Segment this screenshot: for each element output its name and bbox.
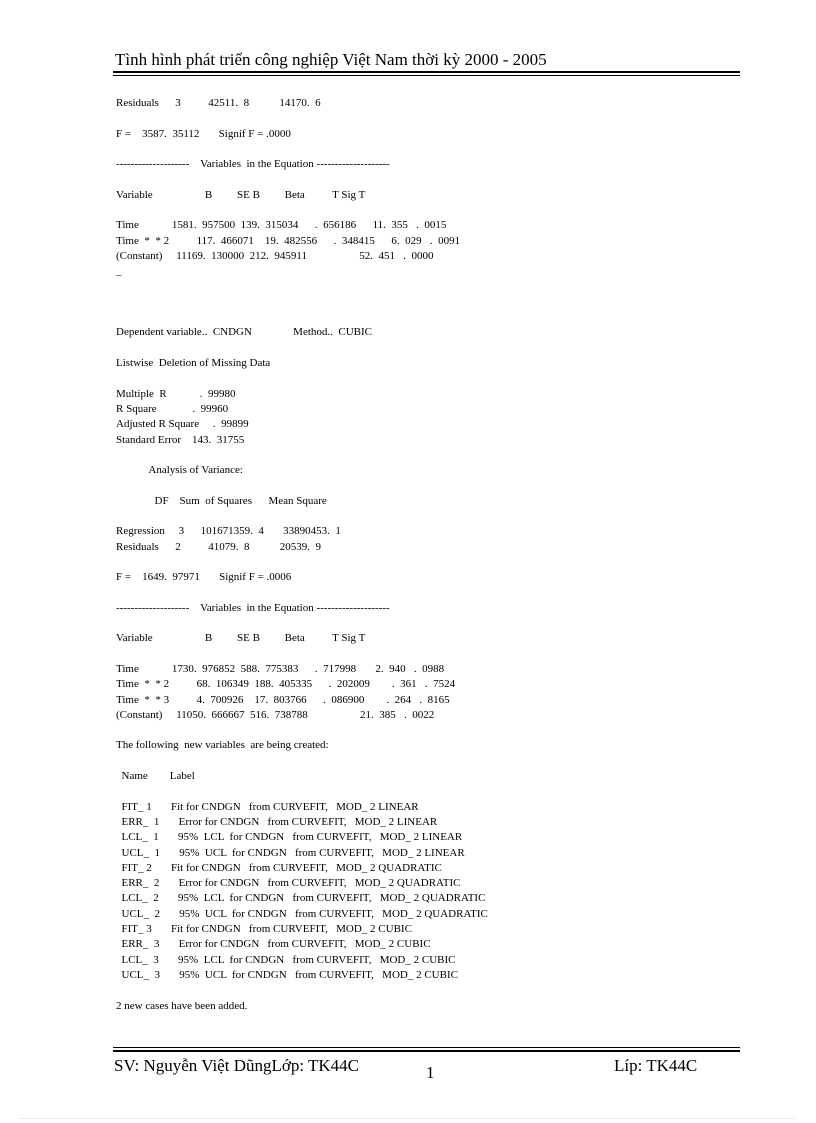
blank-line bbox=[116, 448, 726, 463]
output-line: 2 new cases have been added. bbox=[116, 999, 248, 1012]
blank-line bbox=[116, 509, 726, 524]
output-line: Time * * 2 68. 106349 188. 405335 . 202009 . 361 . 7524 bbox=[116, 678, 456, 691]
blank-line bbox=[116, 310, 726, 325]
output-line: Regression 3 101671359. 4 33890453. 1 bbox=[116, 525, 341, 538]
output-line: Variable B SE B Beta T Sig T bbox=[116, 632, 366, 645]
blank-line bbox=[116, 280, 726, 295]
blank-line bbox=[116, 586, 726, 601]
blank-line bbox=[116, 341, 726, 356]
output-line: LCL_ 3 95% LCL for CNDGN from CURVEFIT, MOD_ 2 CUBIC bbox=[116, 953, 456, 966]
blank-line bbox=[116, 983, 726, 998]
footer-class-info: Líp: TK44C bbox=[614, 1056, 698, 1075]
footer-rule-thick bbox=[113, 1050, 740, 1052]
output-line: ERR_ 1 Error for CNDGN from CURVEFIT, MOD_ 2 LINEAR bbox=[116, 815, 438, 828]
page-bottom-dotted-border bbox=[20, 1118, 796, 1119]
blank-line bbox=[116, 723, 726, 738]
output-line: UCL_ 1 95% UCL for CNDGN from CURVEFIT, MOD_ 2 LINEAR bbox=[116, 846, 465, 859]
blank-line bbox=[116, 478, 726, 493]
output-line: DF Sum of Squares Mean Square bbox=[116, 494, 327, 507]
spss-output-body bbox=[116, 96, 726, 1014]
output-line: (Constant) 11169. 130000 212. 945911 52. 451 . 0000 bbox=[116, 249, 434, 262]
blank-line bbox=[116, 555, 726, 570]
output-line: The following new variables are being created: bbox=[116, 739, 329, 752]
output-line: Standard Error 143. 31755 bbox=[116, 433, 245, 446]
output-line: UCL_ 2 95% UCL for CNDGN from CURVEFIT, MOD_ 2 QUADRATIC bbox=[116, 907, 488, 920]
output-line: _ bbox=[116, 265, 122, 278]
output-line: Time * * 3 4. 700926 17. 803766 . 086900 . 264 . 8165 bbox=[116, 693, 450, 706]
output-line: F = 3587. 35112 Signif F = .0000 bbox=[116, 127, 291, 140]
output-line: Time * * 2 117. 466071 19. 482556 . 348415 6. 029 . 0091 bbox=[116, 234, 461, 247]
page-header-title: Tình hình phát triển công nghiệp Việt Nam thời kỳ 2000 - 2005 bbox=[115, 50, 547, 69]
footer-rule-thin bbox=[113, 1047, 740, 1048]
output-line: UCL_ 3 95% UCL for CNDGN from CURVEFIT, MOD_ 2 CUBIC bbox=[116, 968, 458, 981]
footer-student-info: SV: Nguyễn Việt DũngLớp: TK44C bbox=[114, 1056, 360, 1075]
output-line: ERR_ 2 Error for CNDGN from CURVEFIT, MOD_ 2 QUADRATIC bbox=[116, 877, 461, 890]
header-rule-thick bbox=[113, 71, 740, 73]
output-line: Adjusted R Square . 99899 bbox=[116, 418, 249, 431]
output-line: Name Label bbox=[116, 770, 195, 783]
blank-line bbox=[116, 142, 726, 157]
blank-line bbox=[116, 111, 726, 126]
output-line: (Constant) 11050. 666667 516. 738788 21. 385 . 0022 bbox=[116, 708, 435, 721]
header-rule-thin bbox=[113, 75, 740, 76]
output-line: Time 1730. 976852 588. 775383 . 717998 2. 940 . 0988 bbox=[116, 662, 445, 675]
output-line: FIT_ 3 Fit for CNDGN from CURVEFIT, MOD_ 2 CUBIC bbox=[116, 923, 412, 936]
output-line: F = 1649. 97971 Signif F = .0006 bbox=[116, 571, 292, 584]
blank-line bbox=[116, 754, 726, 769]
blank-line bbox=[116, 784, 726, 799]
page-number: 1 bbox=[426, 1063, 435, 1082]
blank-line bbox=[116, 371, 726, 386]
output-line: FIT_ 2 Fit for CNDGN from CURVEFIT, MOD_ 2 QUADRATIC bbox=[116, 861, 442, 874]
output-line: R Square . 99960 bbox=[116, 402, 229, 415]
output-line: Residuals 3 42511. 8 14170. 6 bbox=[116, 97, 321, 109]
output-line: Time 1581. 957500 139. 315034 . 656186 11. 355 . 0015 bbox=[116, 219, 447, 232]
blank-line bbox=[116, 203, 726, 218]
blank-line bbox=[116, 647, 726, 662]
blank-line bbox=[116, 172, 726, 187]
output-line: Listwise Deletion of Missing Data bbox=[116, 357, 271, 370]
output-line: Residuals 2 41079. 8 20539. 9 bbox=[116, 540, 322, 553]
blank-line bbox=[116, 295, 726, 310]
output-line: Multiple R . 99980 bbox=[116, 387, 236, 400]
output-line: -------------------- Variables in the Equation -------------------- bbox=[116, 601, 390, 614]
output-line: Dependent variable.. CNDGN Method.. CUBIC bbox=[116, 326, 373, 339]
output-line: ERR_ 3 Error for CNDGN from CURVEFIT, MOD_ 2 CUBIC bbox=[116, 938, 431, 951]
output-line: Analysis of Variance: bbox=[116, 464, 243, 477]
output-line: LCL_ 1 95% LCL for CNDGN from CURVEFIT, MOD_ 2 LINEAR bbox=[116, 831, 463, 844]
blank-line bbox=[116, 616, 726, 631]
output-line: LCL_ 2 95% LCL for CNDGN from CURVEFIT, MOD_ 2 QUADRATIC bbox=[116, 892, 486, 905]
output-line: -------------------- Variables in the Equation -------------------- bbox=[116, 158, 390, 171]
output-line: Variable B SE B Beta T Sig T bbox=[116, 188, 366, 201]
output-line: FIT_ 1 Fit for CNDGN from CURVEFIT, MOD_ 2 LINEAR bbox=[116, 800, 419, 813]
